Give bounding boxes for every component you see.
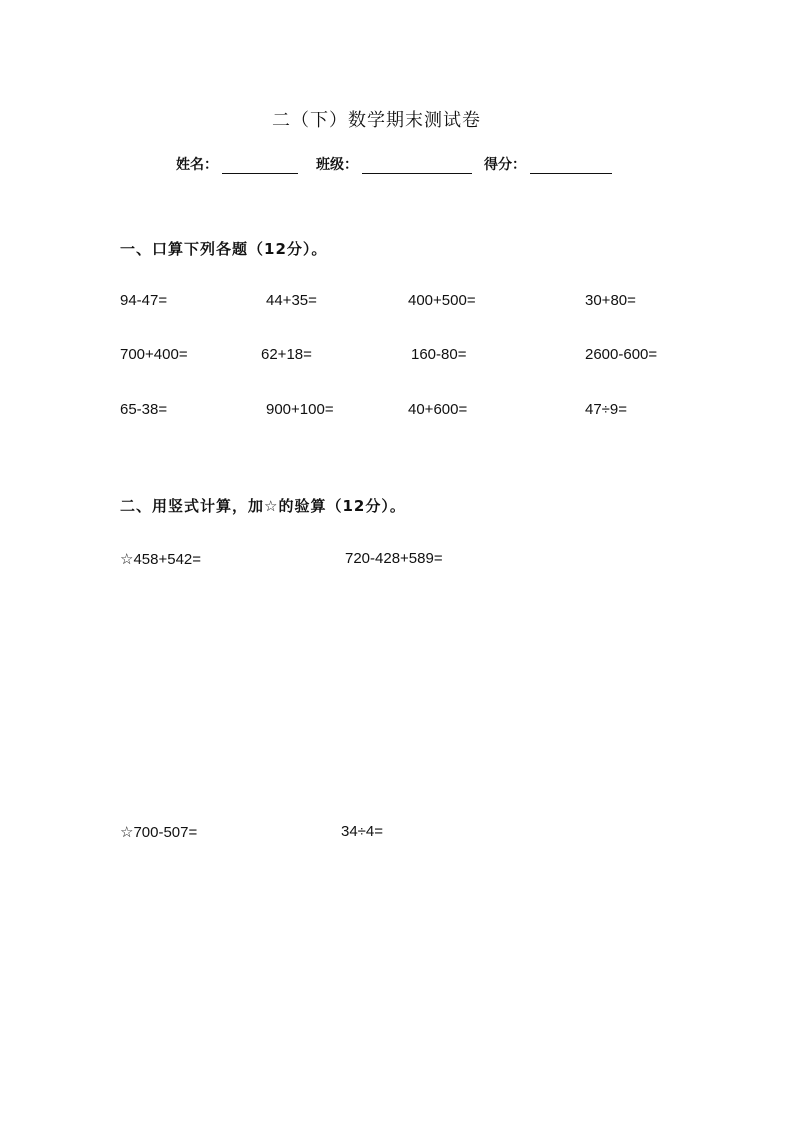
oral-problem: 44+35=: [266, 292, 317, 309]
oral-problem: 700+400=: [120, 346, 188, 363]
oral-problem: 40+600=: [408, 401, 468, 418]
score-field: [484, 154, 612, 174]
oral-problem: 65-38=: [120, 401, 168, 418]
oral-problem: 30+80=: [585, 292, 636, 309]
vertical-calc-problem: ☆458+542=: [120, 551, 202, 568]
class-blank-line: [362, 159, 472, 174]
name-field: [176, 154, 298, 174]
vertical-calc-problem: ☆700-507=: [120, 824, 198, 841]
page-title: 二（下）数学期末测试卷: [272, 110, 481, 131]
section-1-heading: 一、口算下列各题（12分）。: [120, 240, 328, 258]
class-label: 班级：: [316, 157, 358, 173]
name-label: 姓名：: [176, 157, 218, 173]
vertical-calc-problem: 720-428+589=: [345, 550, 443, 567]
oral-problem: 400+500=: [408, 292, 476, 309]
oral-problem: 47÷9=: [585, 401, 628, 418]
oral-problem: 62+18=: [261, 346, 312, 363]
class-field: [316, 154, 472, 174]
oral-problem: 160-80=: [411, 346, 467, 363]
section-2-heading: 二、用竖式计算，加☆的验算（12分）。: [120, 497, 406, 515]
oral-problem: 900+100=: [266, 401, 334, 418]
score-label: 得分：: [484, 157, 526, 173]
oral-problem: 94-47=: [120, 292, 168, 309]
vertical-calc-problem: 34÷4=: [341, 823, 384, 840]
oral-problem: 2600-600=: [585, 346, 658, 363]
score-blank-line: [530, 159, 612, 174]
name-blank-line: [222, 159, 298, 174]
